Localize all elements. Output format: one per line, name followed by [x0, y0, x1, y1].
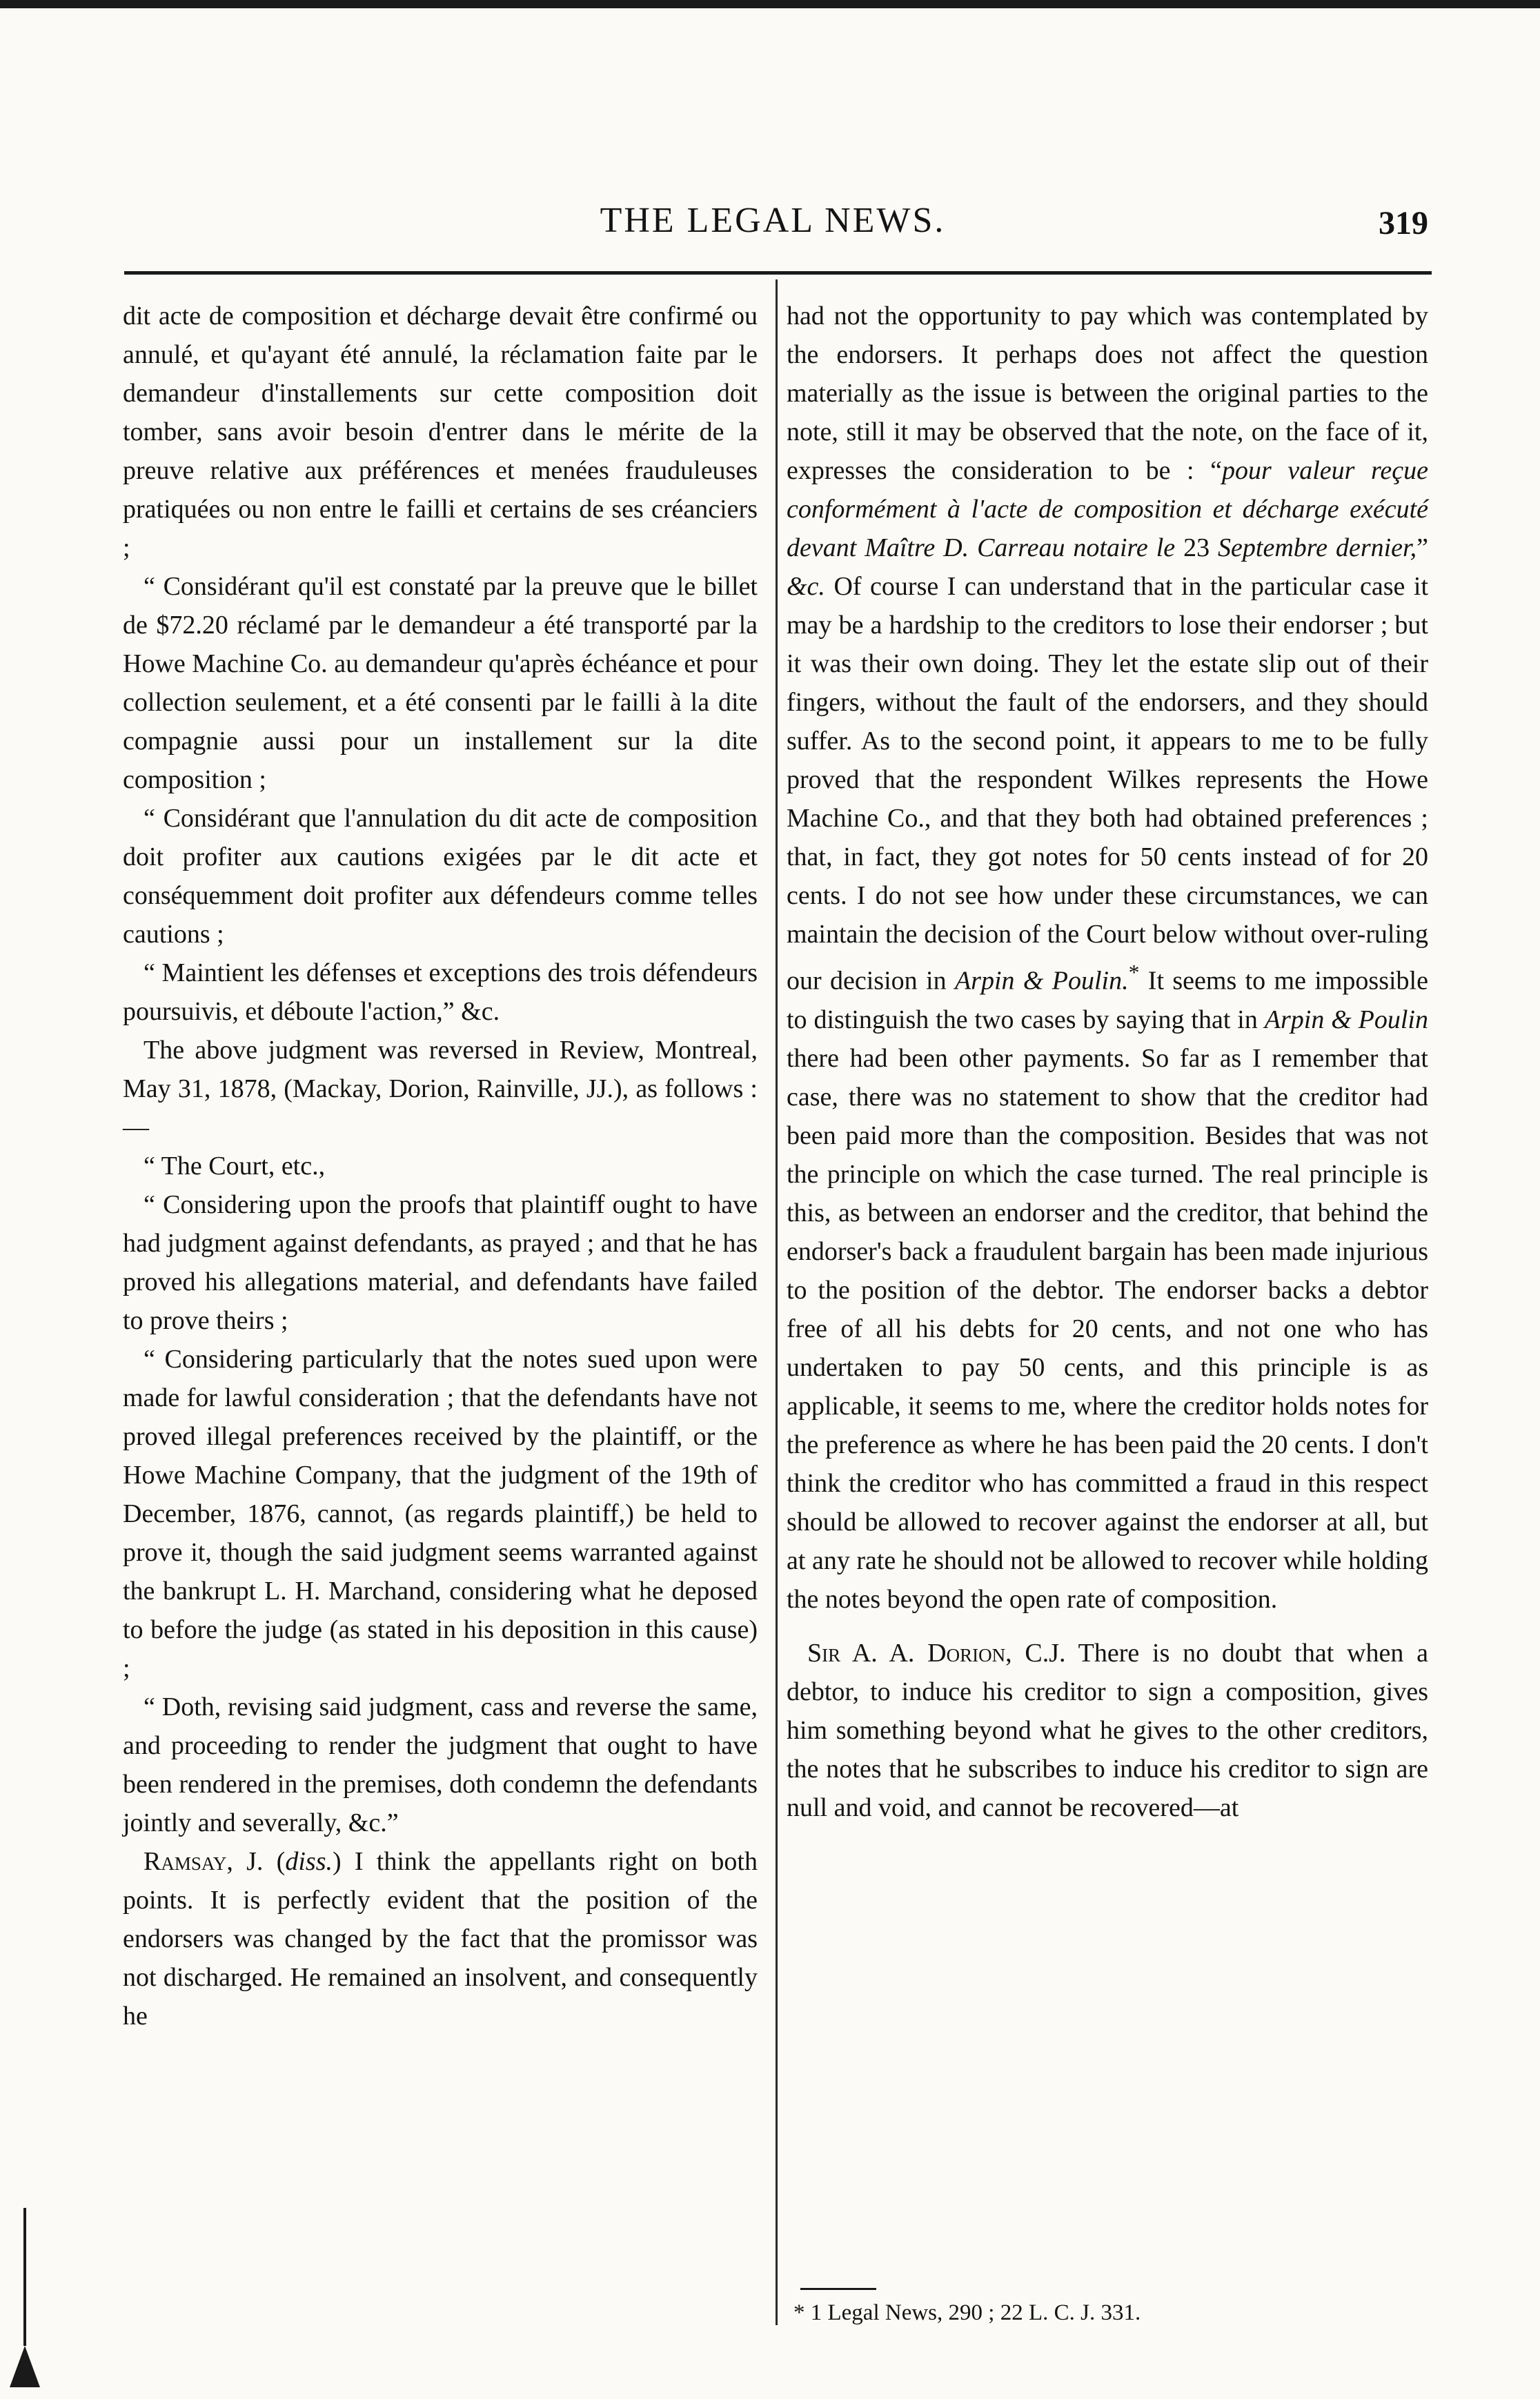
paragraph: “ Considérant que l'annulation du dit acte de composition doit profiter aux cautions exigées par le dit acte et conséquemment doit profiter aux défendeurs comme telles cautions ;: [123, 804, 758, 949]
margin-mark-line: [23, 2208, 26, 2346]
right-column: [787, 297, 1428, 1827]
text-span: It seems to me impossible to distinguish the two cases by saying that in: [787, 966, 1428, 1034]
paragraph: “ Considering upon the proofs that plaintiff ought to have had judgment against defendants, as prayed ; and that he has proved his allegations material, and defendants have failed to prove theirs ;: [123, 1190, 758, 1335]
judge-name: Sir A. A. Dorion: [807, 1638, 1006, 1668]
paragraph: “ Considérant qu'il est constaté par la preuve que le billet de $72.20 réclamé par le demandeur a été transporté par la Howe Machine Co. au demandeur qu'après échéance et pour collection seulement, et a été consenti par le failli à la dite compagnie aussi pour un installement sur la dite composition ;: [123, 572, 758, 794]
italic-quote: pour valeur reçue conformément à l'acte de composition et décharge exécuté devant Maître D. Carreau notaire le: [787, 456, 1428, 562]
case-name: Arpin & Poulin: [1264, 1005, 1428, 1034]
text-span: ”: [1416, 533, 1428, 562]
paragraph: “ Maintient les défenses et exceptions des trois défendeurs poursuivis, et déboute l'action,” &c.: [123, 958, 758, 1026]
left-column: [123, 297, 758, 2035]
paragraph: “ The Court, etc.,: [144, 1152, 326, 1181]
page-top-edge: [0, 0, 1540, 8]
paragraph: “ Doth, revising said judgment, cass and reverse the same, and proceeding to render the judgment that ought to have been rendered in the premises, doth condemn the defendants jointly and severally, &c.”: [123, 1692, 758, 1837]
margin-mark: [10, 2346, 40, 2387]
page-number: 319: [1379, 205, 1428, 241]
footnote-rule: [800, 2288, 876, 2290]
case-name: Arpin & Poulin.: [954, 966, 1129, 996]
paragraph: The above judgment was reversed in Review, Montreal, May 31, 1878, (Mackay, Dorion, Rainville, JJ.), as follows :—: [123, 1036, 758, 1142]
italic-span: diss.: [285, 1847, 333, 1876]
dorion-opinion: [787, 1634, 1428, 1827]
italic-span: &c.: [787, 572, 825, 601]
paragraph: “ Considering particularly that the notes sued upon were made for lawful consideration ; that the defendants have not proved illegal preferences received by the plaintiff, or the Howe Machine Company, that the judgment of the 19th of December, 1876, cannot, (as regards plaintiff,) be held to prove it, though the said judgment seems warranted against the bankrupt L. H. Marchand, considering what he deposed to before the judge (as stated in his deposition in this cause) ;: [123, 1345, 758, 1683]
text-span: there had been other payments. So far as I remember that case, there was no statement to show that the creditor had been paid more than the composition. Besides that was not the principle on which the case turned. The real principle is this, as between an endorser and the creditor, that behind the endorser's back a fraudulent bargain has been made injurious to the position of the debtor. The endorser backs a debtor free of all his debts for 20 cents, and not one who has undertaken to pay 50 cents, and this principle is as applicable, it seems to me, where the creditor holds notes for the preference as where he has been paid the 20 cents. I don't think the creditor who has committed a fraud in this respect should be allowed to recover against the endorser at all, but at any rate he should not be allowed to recover while holding the notes beyond the open rate of composition.: [787, 1043, 1428, 1614]
header-rule: [124, 271, 1432, 275]
ramsay-opinion: [123, 1842, 758, 2035]
footnote: * 1 Legal News, 290 ; 22 L. C. J. 331.: [793, 2300, 1141, 2325]
paragraph: dit acte de composition et décharge devait être confirmé ou annulé, et qu'ayant été annulé, la réclamation faite par le demandeur d'installements sur cette composition doit tomber, sans avoir besoin d'entrer dans le mérite de la preuve relative aux préférences et menées frauduleuses pratiquées ou non entre le failli et certains de ses créanciers ;: [123, 302, 758, 562]
text-span: , J. (: [226, 1847, 286, 1876]
text-span: Of course I can understand that in the particular case it may be a hardship to the creditors to lose their endorser ; but it was their own doing. They let the estate slip out of their fingers, without the fault of the endorsers, and they should suffer. As to the second point, it appears to me to be fully proved that the respondent Wilkes represents the Howe Machine Co., and that they both had obtained preferences ; that, in fact, they got notes for 50 cents instead of for 20 cents. I do not see how under these circumstances, we can maintain the decision of the Court below without over-ruling our decision in: [787, 572, 1428, 996]
italic-span: Septembre dernier,: [1218, 533, 1417, 562]
paragraph: [787, 297, 1428, 1619]
judge-name: Ramsay: [144, 1847, 227, 1876]
text-span: had not the opportunity to pay which was contemplated by the endorsers. It perhaps does not affect the question materially as the issue is between the original parties to the note, still it may be observed that the note, on the face of it, expresses the consideration to be : “: [787, 302, 1428, 485]
running-head: THE LEGAL NEWS.: [600, 201, 946, 240]
column-divider: [776, 279, 778, 2325]
text-span: , C.J. There is no doubt that when a debtor, to induce his creditor to sign a composition, gives him something beyond what he gives to the other creditors, the notes that he subscribes to induce his creditor to sign are null and void, and cannot be recovered—at: [787, 1638, 1429, 1822]
text-span: ) I think the appellants right on both points. It is perfectly evident that the position of the endorsers was changed by the fact that the promissor was not discharged. He remained an insolvent, and consequently he: [123, 1847, 758, 2031]
text-span: 23: [1175, 533, 1218, 562]
footnote-marker: *: [1128, 960, 1140, 985]
page-header: [103, 200, 1442, 255]
